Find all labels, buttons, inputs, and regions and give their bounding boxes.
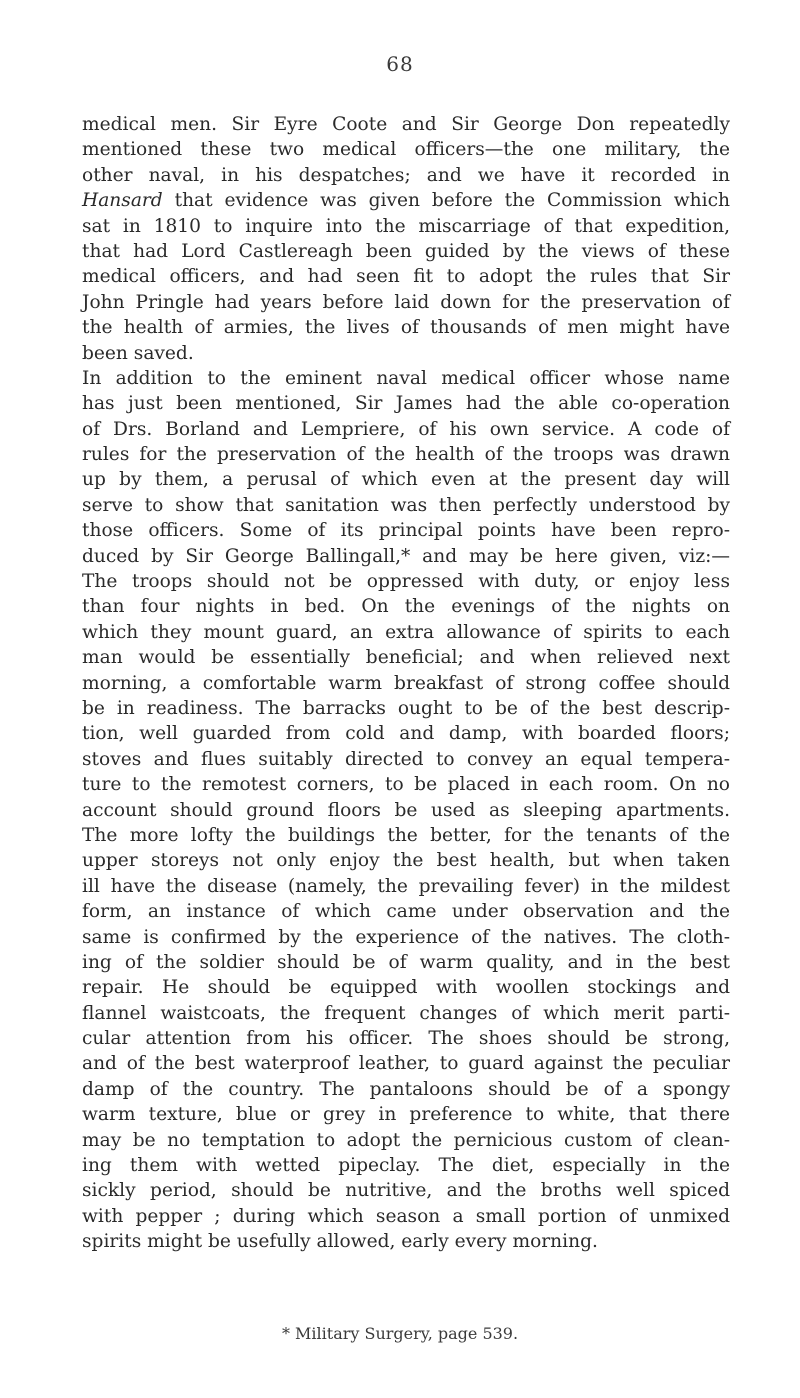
text-line: be in readiness. The barracks ought to be of the best descrip- bbox=[82, 697, 730, 719]
text-line: damp of the country. The pantaloons should be of a spongy bbox=[82, 1078, 730, 1100]
text-line: morning, a comfortable warm breakfast of strong coffee should bbox=[82, 672, 730, 694]
text-line: tion, well guarded from cold and damp, with boarded floors; bbox=[82, 723, 730, 745]
text-line bbox=[82, 188, 730, 213]
text-line: of Drs. Borland and Lempriere, of his own service. A code of bbox=[82, 418, 730, 440]
text-line: rules for the preservation of the health of the troops was drawn bbox=[82, 444, 730, 466]
text-line: has just been mentioned, Sir James had the able co-operation bbox=[82, 393, 730, 415]
text-line: medical men. Sir Eyre Coote and Sir George Don repeatedly bbox=[82, 114, 730, 135]
text-line: warm texture, blue or grey in preference to white, that there bbox=[82, 1104, 730, 1126]
text-line: with pepper ; during which season a small portion of unmixed bbox=[82, 1205, 730, 1227]
page-number: 68 bbox=[386, 52, 414, 76]
text-line: spirits might be usefully allowed, early every morning. bbox=[82, 1231, 598, 1253]
text-line: John Pringle had years before laid down for the preservation of bbox=[82, 291, 730, 313]
text-line: medical officers, and had seen fit to adopt the rules that Sir bbox=[82, 266, 730, 288]
text-line: other naval, in his despatches; and we have it recorded in bbox=[82, 164, 730, 186]
text-line: those officers. Some of its principal points have been repro- bbox=[82, 520, 730, 542]
text-line: up by them, a perusal of which even at the present day will bbox=[82, 469, 730, 491]
text-line: repair. He should be equipped with woollen stockings and bbox=[82, 977, 730, 999]
text-line: cular attention from his officer. The shoes should be strong, bbox=[82, 1028, 730, 1050]
text-line: ture to the remotest corners, to be placed in each room. On no bbox=[82, 774, 730, 796]
text-line: that had Lord Castlereagh been guided by the views of these bbox=[82, 240, 730, 262]
footnote: * Military Surgery, page 539. bbox=[281, 1324, 519, 1343]
text-line: stoves and flues suitably directed to convey an equal tempera- bbox=[82, 748, 730, 770]
text-segment: that evidence was given before the Commission which bbox=[162, 190, 730, 212]
text-line: ing of the soldier should be of warm quality, and in the best bbox=[82, 951, 730, 973]
text-line: upper storeys not only enjoy the best health, but when taken bbox=[82, 850, 730, 872]
text-line: duced by Sir George Ballingall,* and may be here given, viz:— bbox=[82, 545, 730, 567]
text-line: than four nights in bed. On the evenings of the nights on bbox=[82, 596, 730, 618]
text-line: same is confirmed by the experience of the natives. The cloth- bbox=[82, 926, 730, 948]
text-line: sat in 1810 to inquire into the miscarriage of that expedition, bbox=[82, 215, 730, 237]
text-line: flannel waistcoats, the frequent changes of which merit parti- bbox=[82, 1002, 730, 1024]
text-line: been saved. bbox=[82, 342, 194, 364]
text-line: form, an instance of which came under observation and the bbox=[82, 901, 730, 923]
text-line: The more lofty the buildings the better, for the tenants of the bbox=[82, 824, 730, 846]
text-line: serve to show that sanitation was then perfectly understood by bbox=[82, 494, 730, 516]
italic-title: Hansard bbox=[82, 190, 163, 212]
text-line: In addition to the eminent naval medical officer whose name bbox=[82, 367, 730, 389]
text-line: mentioned these two medical officers—the one military, the bbox=[82, 139, 730, 161]
text-line: which they mount guard, an extra allowance of spirits to each bbox=[82, 621, 730, 643]
body-text bbox=[82, 112, 730, 1255]
text-line: ill have the disease (namely, the prevailing fever) in the mildest bbox=[82, 875, 730, 897]
text-line: man would be essentially beneficial; and when relieved next bbox=[82, 647, 730, 669]
text-line: account should ground floors be used as sleeping apartments. bbox=[82, 799, 730, 821]
text-line: The troops should not be oppressed with duty, or enjoy less bbox=[82, 571, 730, 593]
text-line: ing them with wetted pipeclay. The diet, especially in the bbox=[82, 1155, 730, 1177]
text-line: the health of armies, the lives of thousands of men might have bbox=[82, 317, 730, 339]
text-line: may be no temptation to adopt the pernicious custom of clean- bbox=[82, 1129, 730, 1151]
text-line: sickly period, should be nutritive, and the broths well spiced bbox=[82, 1180, 730, 1202]
text-line: and of the best waterproof leather, to guard against the peculiar bbox=[82, 1053, 730, 1075]
